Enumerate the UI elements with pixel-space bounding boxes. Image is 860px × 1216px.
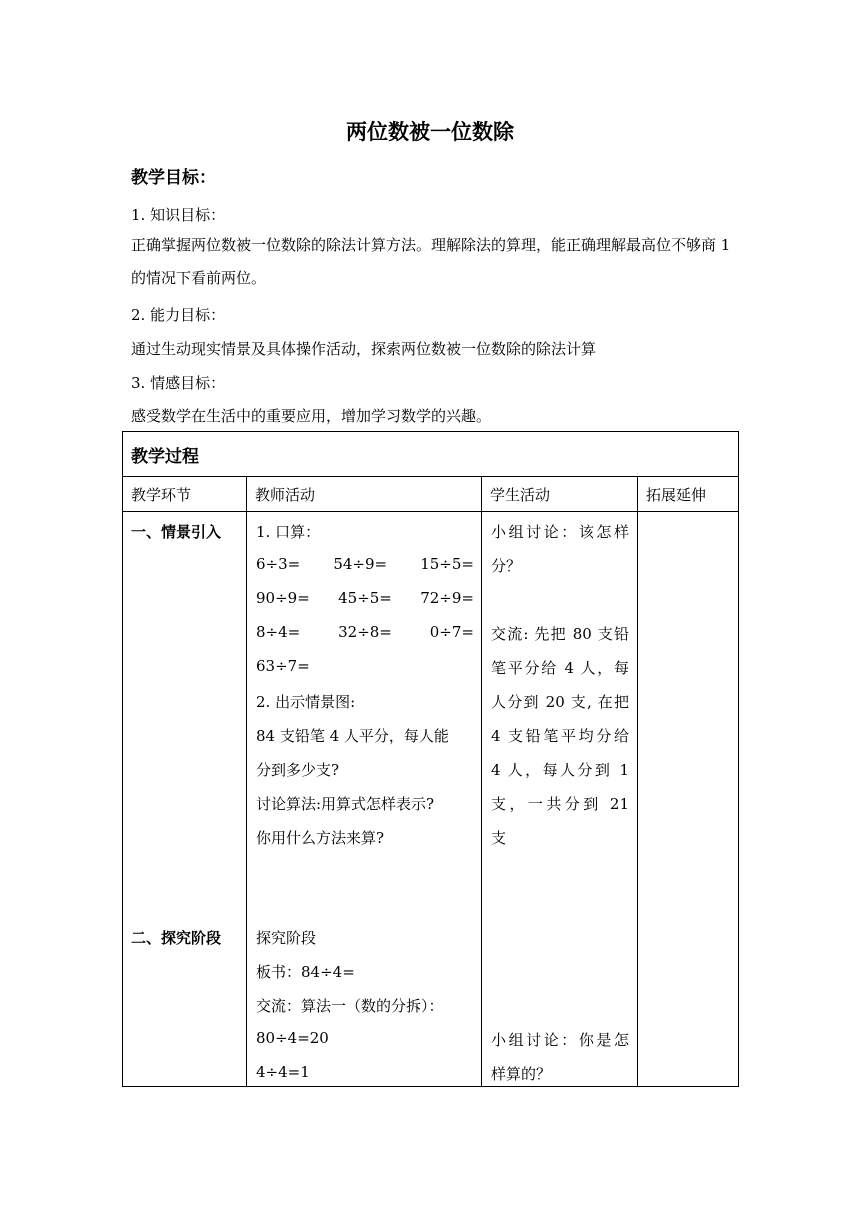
student-line: 小组讨论：你是怎	[491, 1031, 629, 1049]
process-title-cell	[123, 432, 739, 477]
goal-2-label: 2. 能力目标：	[131, 306, 226, 324]
student-line: 支	[491, 829, 507, 847]
teacher-cell	[247, 512, 482, 1087]
teacher-line: 84 支铅笔 4 人平分，每人能	[256, 727, 449, 745]
document-title: 两位数被一位数除	[346, 120, 514, 144]
calc-item: 32÷8=	[338, 623, 392, 641]
calc-row	[256, 623, 474, 641]
goal-3-label: 3. 情感目标：	[131, 374, 226, 392]
header-cell	[482, 477, 638, 512]
calc-item: 0÷7=	[429, 623, 474, 641]
teacher-line: 1. 口算：	[256, 523, 321, 541]
stage-1-label: 一、情景引入	[131, 523, 222, 541]
calc-item: 54÷9=	[333, 555, 388, 573]
calc-item: 72÷9=	[420, 589, 474, 607]
header-cell	[638, 477, 739, 512]
header-teacher: 教师活动	[255, 486, 316, 504]
student-line: 4 人，每人分到 1	[491, 761, 629, 779]
calc-item: 90÷9=	[256, 589, 310, 607]
student-line: 分？	[491, 557, 522, 575]
student-line: 交流: 先把 80 支铅	[491, 625, 629, 643]
goal-2-text: 通过生动现实情景及具体操作活动，探索两位数被一位数除的除法计算	[131, 340, 597, 358]
student-line: 样算的？	[491, 1065, 552, 1083]
calc-item: 8÷4=	[256, 623, 301, 641]
goal-3-text: 感受数学在生活中的重要应用，增加学习数学的兴趣。	[131, 407, 492, 425]
table-header-row	[123, 477, 739, 512]
goal-1-label: 1. 知识目标：	[131, 206, 226, 224]
calc-item: 45÷5=	[338, 589, 392, 607]
teacher-line: 交流：算法一（数的分拆）：	[256, 997, 444, 1015]
teacher-line: 板书：84÷4=	[256, 963, 355, 981]
student-line: 人分到 20 支, 在把	[491, 693, 629, 711]
student-line: 小组讨论：该怎样	[491, 523, 629, 541]
calc-row	[256, 589, 474, 607]
student-line: 支，一共分到 21	[491, 795, 629, 813]
student-line: 笔平分给 4 人，每	[491, 659, 629, 677]
process-title: 教学过程	[131, 447, 199, 467]
header-student: 学生活动	[490, 486, 551, 504]
goals-heading: 教学目标：	[131, 168, 216, 188]
teacher-line: 4÷4=1	[256, 1063, 310, 1081]
teacher-line: 讨论算法:用算式怎样表示?	[256, 795, 435, 813]
teacher-line: 探究阶段	[256, 929, 317, 947]
goal-1-text: 正确掌握两位数被一位数除的除法计算方法。理解除法的算理，能正确理解最高位不够商 1 的情况下看前两位。	[131, 236, 731, 287]
teacher-line: 2. 出示情景图:	[256, 693, 356, 711]
stage-2-label: 二、探究阶段	[131, 929, 222, 947]
process-table	[122, 431, 739, 1087]
header-stage: 教学环节	[131, 486, 192, 504]
table-row	[123, 512, 739, 1087]
student-cell	[482, 512, 638, 1087]
calc-row	[256, 555, 474, 573]
teacher-line: 80÷4=20	[256, 1029, 329, 1047]
calc-item: 6÷3=	[256, 555, 301, 573]
teacher-line: 分到多少支?	[256, 761, 340, 779]
student-line: 4 支铅笔平均分给	[491, 727, 629, 745]
extension-cell	[638, 512, 739, 1087]
header-cell	[123, 477, 247, 512]
header-extension: 拓展延伸	[646, 486, 707, 504]
teacher-line: 你用什么方法来算?	[256, 829, 385, 847]
calc-item: 15÷5=	[420, 555, 474, 573]
header-cell	[247, 477, 482, 512]
teacher-line: 63÷7=	[256, 657, 310, 675]
stage-cell	[123, 512, 247, 1087]
